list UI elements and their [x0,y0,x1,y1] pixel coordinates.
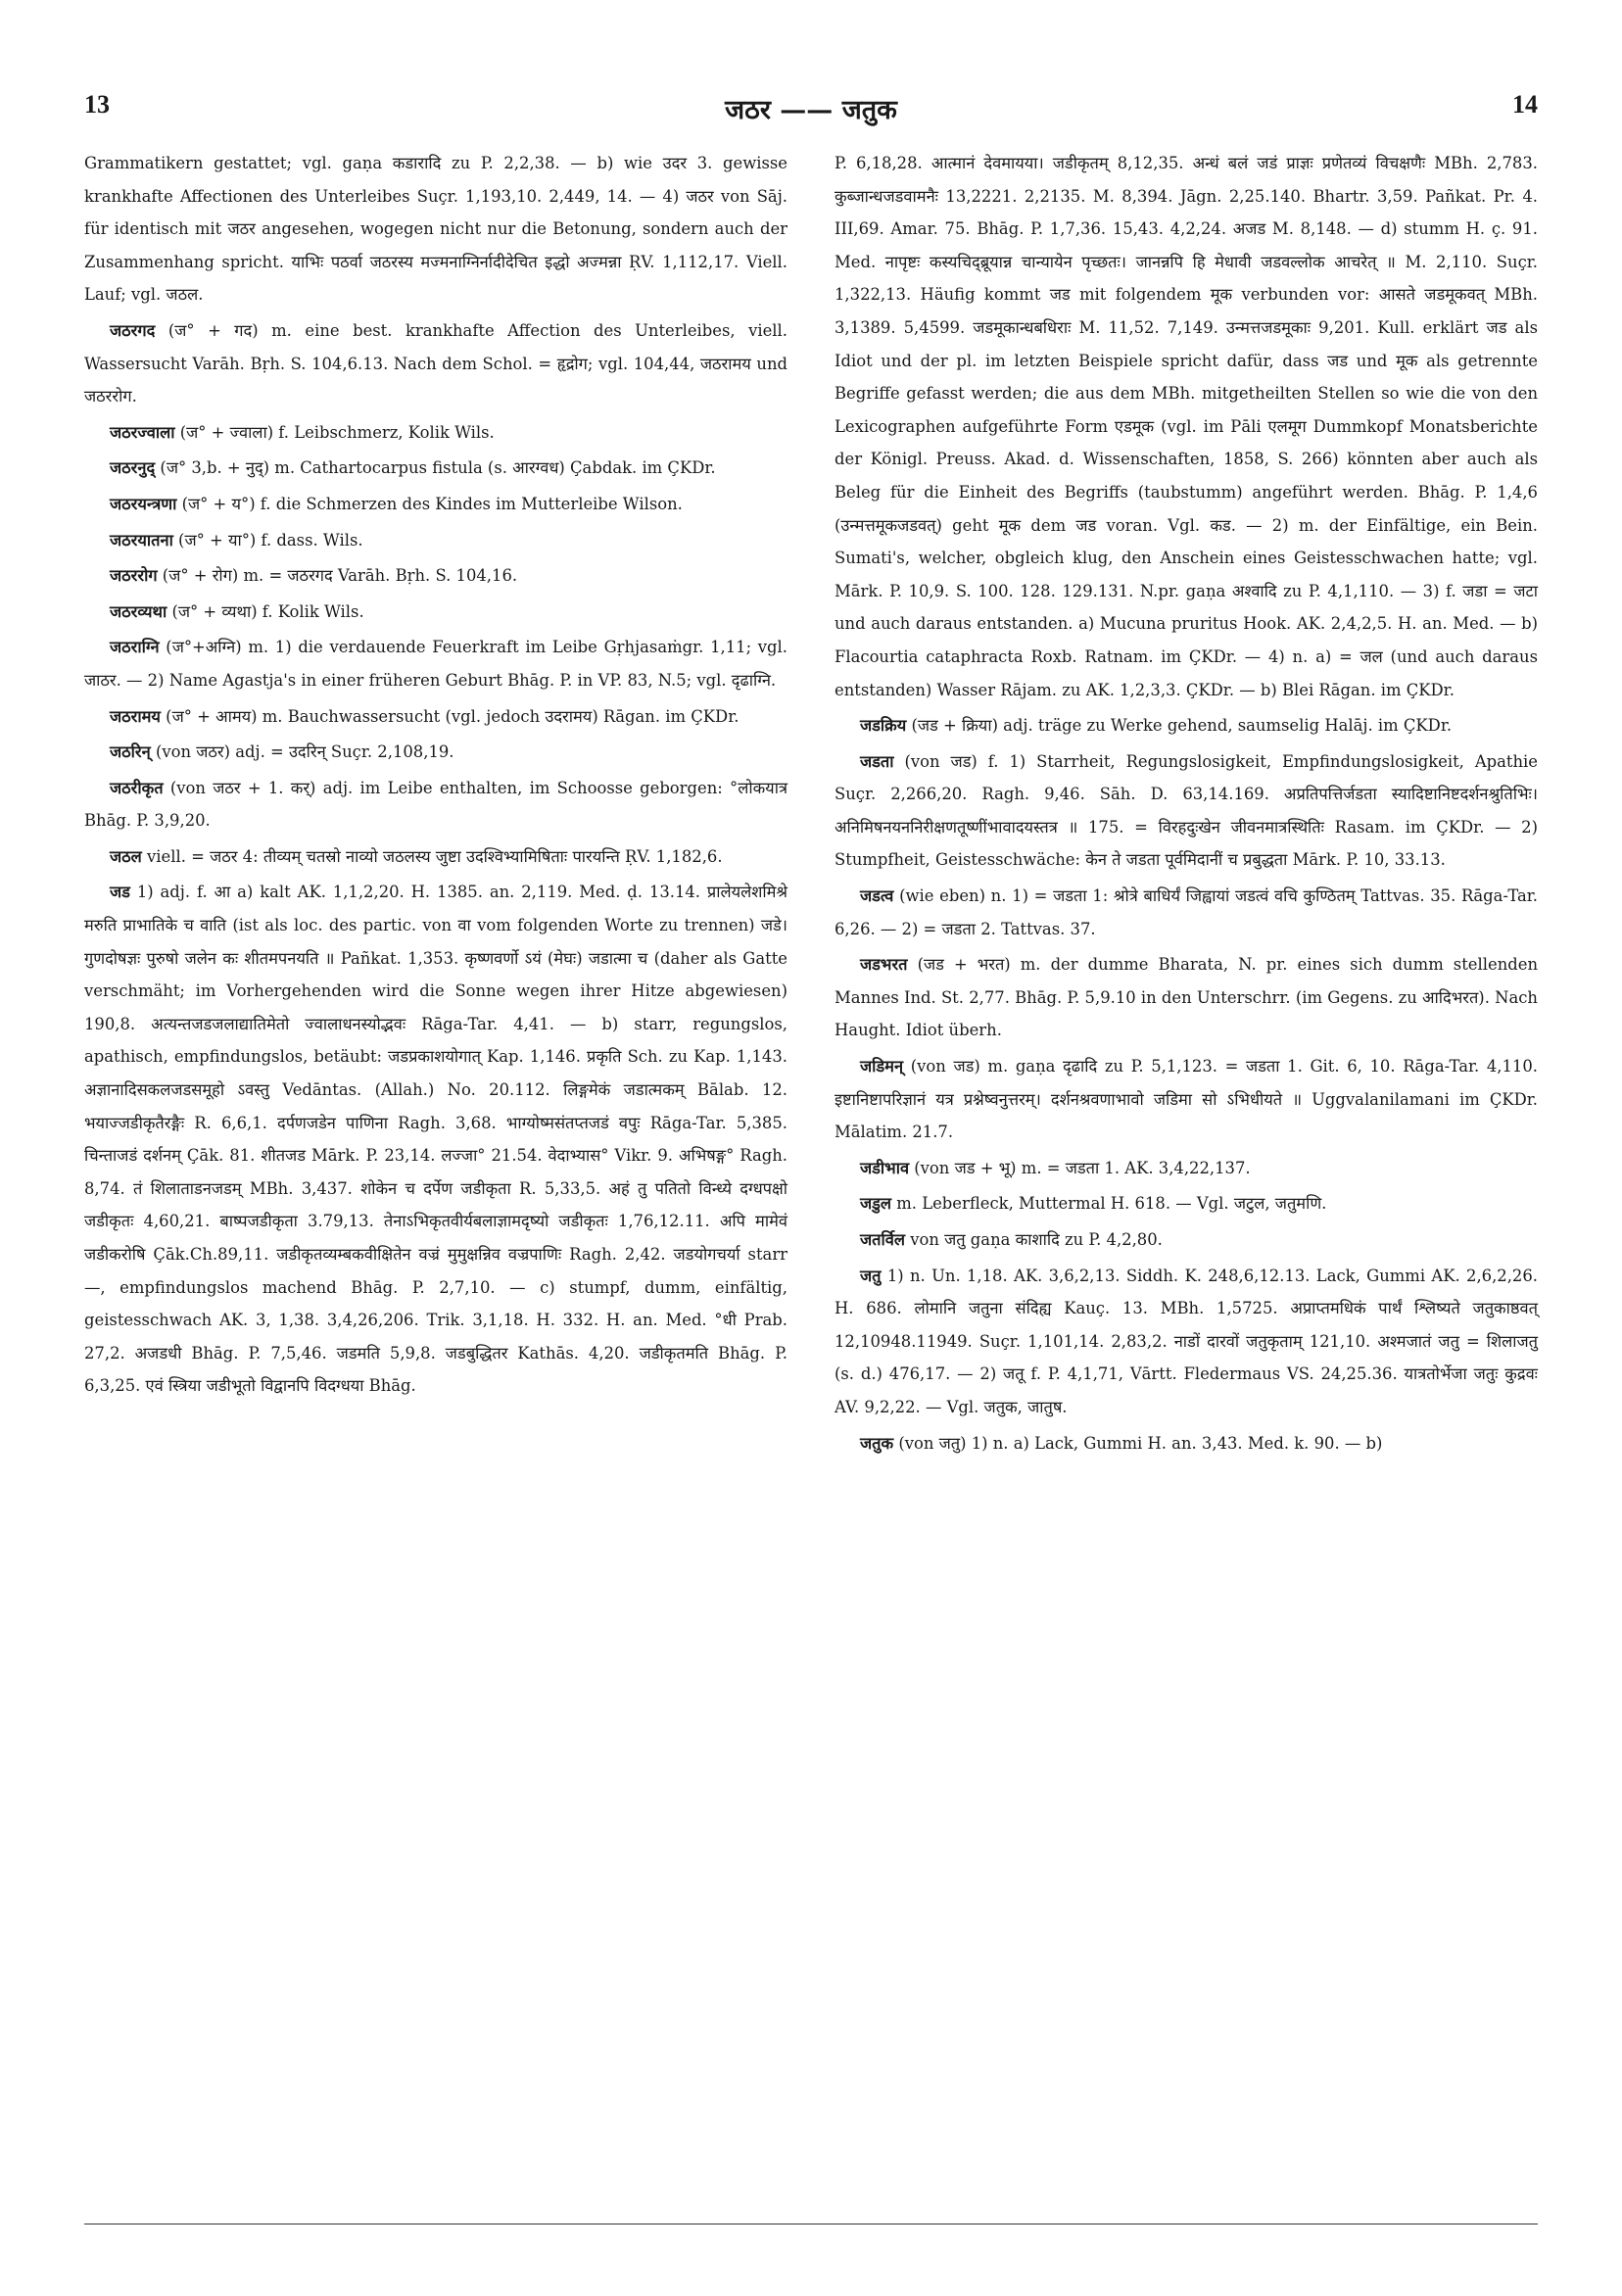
dictionary-entry [84,596,787,629]
entry-headword: जठरिन् [110,742,151,762]
right-column [835,147,1538,1459]
entry-headword: जठल [110,846,142,866]
entry-text: (ज° + या°) f. dass. Wils. [178,530,363,550]
dictionary-entry [84,700,787,734]
entry-continuation: Grammatikern gestattet; vgl. gaṇa कडारादि zu P. 2,2,38. — b) wie उदर 3. gewisse krankhafte Affectionen des Unterleibes Suçr. 1,193,10. 2,449, 14. — 4) जठर von Sāj. für identisch mit जठर angesehen, wogegen nicht nur die Betonung, sondern auch der Zusammenhang spricht. याभिः पठर्वा जठरस्य मज्मनाग्निर्नादीदेचित इद्धो अज्मन्ना ṚV. 1,112,17. Viell. Lauf; vgl. जठल. [84,154,787,305]
entry-headword: जठरनुद् [110,458,156,478]
entry-text: (von जठर) adj. = उदरिन् Suçr. 2,108,19. [155,742,454,762]
entry-text: (जड + क्रिया) adj. träge zu Werke gehend, saumselig Halāj. im ÇKDr. [911,716,1453,736]
entry-headword: जडिमन् [860,1057,904,1076]
entry-text: (wie eben) n. 1) = जडता 1: श्रोत्रे बाधिर्यं जिह्वायां जडत्वं वचि कुण्ठितम् Tattvas. 35. Rāga-Tar. 6,26. — 2) = जडता 2. Tattvas. 37. [835,886,1538,938]
page-header [84,90,1538,129]
entry-text: (von जड) f. 1) Starrheit, Regungslosigkeit, Empfindungslosigkeit, Apathie Suçr. 2,266,20. Ragh. 9,46. Sāh. D. 63,14.169. अप्रतिपत्तिर्जडता स्यादिष्टानिष्टदर्शनश्रुतिभिः। अनिमिषनयननिरीक्षणतूष्णींभावादयस्तत्र ॥ 175. = विरहदुःखेन जीवनमात्रस्थितिः Rasam. im ÇKDr. — 2) Stumpfheit, Geistesschwäche: केन ते जडता पूर्वमिदानीं च प्रबुद्धता Mārk. P. 10, 33.13. [835,751,1539,870]
entry-headword: जठरज्वाला [110,422,175,442]
entry-text: (von जड) m. gaṇa दृढादि zu P. 5,1,123. = जडता 1. Git. 6, 10. Rāga-Tar. 4,110. इष्टानिष्टापरिज्ञानं यत्र प्रश्नेष्वनुत्तरम्। दर्शनश्रवणाभावो जडिमा सो ऽभिधीयते ॥ Uggvalanilamani im ÇKDr. Mālatim. 21.7. [835,1057,1538,1142]
dictionary-entry [835,1187,1538,1220]
dictionary-entry [835,709,1538,742]
entry-headword: जठरव्यथा [110,601,167,621]
dictionary-entry [835,1223,1538,1257]
dictionary-entry [835,1427,1538,1460]
page-number-left: 13 [84,90,110,119]
dictionary-entry [84,314,787,413]
entry-headword: जडुल [860,1194,892,1214]
entry-headword: जड [110,883,130,902]
entry-text: (von जड + भू) m. = जडता 1. AK. 3,4,22,137. [914,1158,1251,1177]
dictionary-entry [835,1260,1538,1424]
dictionary-entry [84,772,787,837]
entry-headword: जठरगद [110,320,156,340]
entry-headword: जतुक [860,1433,894,1453]
running-title: जठर —— जतुक [725,95,897,125]
left-column [84,147,787,1403]
dictionary-entry [84,416,787,450]
entry-headword: जडक्रिय [860,716,907,736]
entry-text: (ज° + रोग) m. = जठरगद Varāh. Bṛh. S. 104,16. [162,566,518,586]
dictionary-entry [835,948,1538,1047]
entry-text: (जड + भरत) m. der dumme Bharata, N. pr. eines sich dumm stellenden Mannes Ind. St. 2,77. Bhāg. P. 5,9.10 in den Unterschrr. (im Gegens. zu आदिभरत). Nach Haught. Idiot überh. [835,955,1538,1040]
entry-text: (ज° + आमय) m. Bauchwassersucht (vgl. jedoch उदरामय) Rāgan. im ÇKDr. [166,706,739,726]
entry-headword: जठरीकृत [110,778,164,797]
entry-text: 1) adj. f. आ a) kalt AK. 1,1,2,20. H. 1385. an. 2,119. Med. ḍ. 13.14. प्रालेयलेशमिश्रे मरुति प्राभातिके च वाति (ist als loc. des partic. von वा vom folgenden Worte zu trennen) जडे। गुणदोषज्ञः पुरुषो जलेन कः शीतमपनयति ॥ Pañkat. 1,353. कृष्णवर्णो ऽयं (मेघः) जडात्मा च (daher als Gatte verschmäht; im Vorhergehenden wird die Sonne wegen ihrer Hitze abgewiesen) 190,8. अत्यन्तजडजलाद्यातिमेतो ज्वालाधनस्योद्भवः Rāga-Tar. 4,41. — b) starr, regungslos, apathisch, empfindungslos, betäubt: जडप्रकाशयोगात् Kap. 1,146. प्रकृति Sch. zu Kap. 1,143. अज्ञानादिसकलजडसमूहो ऽवस्तु Vedāntas. (Allah.) No. 20.112. लिङ्गमेकं जडात्मकम् Bālab. 12. भयाज्जडीकृतैरङ्गैः R. 6,6,1. दर्पणजडेन पाणिना Ragh. 3,68. भाग्योष्मसंतप्तजडं वपुः Rāga-Tar. 5,385. चिन्ताजडं दर्शनम् Çāk. 81. शीतजड Mārk. P. 23,14. लज्जा° 21.54. वेदाभ्यास° Vikr. 9. अभिषङ्ग° Ragh. 8,74. तं शिलाताडनजडम् MBh. 3,437. शोकेन च दर्पेण जडीकृता R. 5,33,5. अहं तु पतितो विन्ध्ये दग्धपक्षो जडीकृतः 4,60,21. बाष्पजडीकृता 3.79,13. तेनाऽभिकृतवीर्यबलाज्ञामदृष्यो जडीकृतः 1,76,12.11. अपि मामेवं जडीकरोषि Çāk.Ch.89,11. जडीकृतव्यम्बकवीक्षितेन वज्रं मुमुक्षन्निव वज्रपाणिः Ragh. 2,42. जडयोगचर्या starr —, empfindungslos machend Bhāg. P. 2,7,10. — c) stumpf, dumm, einfältig, geistesschwach AK. 3, 1,38. 3,4,26,206. Trik. 3,1,18. H. 332. H. an. Med. °धी Prab. 27,2. अजडधी Bhāg. P. 7,5,46. जडमति 5,9,8. जडबुद्धितर Kathās. 4,20. जडीकृतमति Bhāg. P. 6,3,25. एवं स्त्रिया जडीभूतो विद्वानपि विदग्धया Bhāg. [84,883,787,1396]
dictionary-entry [84,452,787,485]
entry-headword: जठरयातना [110,530,173,550]
entry-text: (von जतु) 1) n. a) Lack, Gummi H. an. 3,43. Med. k. 90. — b) [898,1433,1383,1453]
entry-headword: जडभरत [860,955,908,975]
entry-headword: जठरामय [110,706,161,726]
dictionary-entry [84,559,787,593]
entry-text: (ज°+अग्नि) m. 1) die verdauende Feuerkraft im Leibe Gṛhjasaṁgr. 1,11; vgl. जाठर. — 2) Name Agastja's in einer früheren Geburt Bhāg. P. in VP. 83, N.5; vgl. दृढाग्नि. [84,638,787,690]
entry-text: viell. = जठर 4: तीव्यम् चतस्रो नाव्यो जठलस्य जुष्टा उदश्विभ्यामिषिताः पारयन्ति ṚV. 1,182,6. [147,846,723,866]
entry-text: 1) n. Un. 1,18. AK. 3,6,2,13. Siddh. K. 248,6,12.13. Lack, Gummi AK. 2,6,2,26. H. 686. लोमानि जतुना संदिह्य Kauç. 13. MBh. 1,5725. अप्राप्तमधिकं पार्थं श्लिष्यते जतुकाष्ठवत् 12,10948.11949. Suçr. 1,101,14. 2,83,2. नाडों दारवों जतुकृताम् 121,10. अश्मजातं जतु = शिलाजतु (s. d.) 476,17. — 2) जतू f. P. 4,1,71, Vārtt. Fledermaus VS. 24,25.36. यात्रतोर्भेजा जतुः कुद्रवः AV. 9,2,22. — Vgl. जतुक, जातुष. [835,1266,1538,1416]
entry-headword: जठररोग [110,566,158,586]
entry-headword: जडता [860,751,894,771]
entry-text: von जतु gaṇa काशादि zu P. 4,2,80. [910,1230,1163,1249]
dictionary-entry [84,488,787,521]
entry-text: (ज° + ज्वाला) f. Leibschmerz, Kolik Wils. [179,422,495,442]
entry-headword: जतर्विल [860,1230,905,1249]
entry-text: (ज° + गद) m. eine best. krankhafte Affection des Unterleibes, viell. Wassersucht Varāh. Bṛh. S. 104,6.13. Nach dem Schol. = हृद्रोग; vgl. 104,44, जठरामय und जठररोग. [84,320,787,407]
dictionary-entry [84,840,787,874]
entry-text: (ज° + व्यथा) f. Kolik Wils. [171,601,364,621]
entry-continuation: P. 6,18,28. आत्मानं देवमायया। जडीकृतम् 8,12,35. अन्धं बलं जडं प्राज्ञः प्रणेतव्यं विचक्षणैः MBh. 2,783. कुब्जान्धजडवामनैः 13,2221. 2,2135. M. 8,394. Jāgn. 2,25.140. Bhartr. 3,59. Pañkat. Pr. 4. III,69. Amar. 75. Bhāg. P. 1,7,36. 15,43. 4,2,24. अजड M. 8,148. — d) stumm H. ç. 91. Med. नापृष्टः कस्यचिद्ब्रूयान्न चान्यायेन पृच्छतः। जानन्नपि हि मेधावी जडवल्लोक आचरेत् ॥ M. 2,110. Suçr. 1,322,13. Häufig kommt जड mit folgendem मूक verbunden vor: आसते जडमूकवत् MBh. 3,1389. 5,4599. जडमूकान्धबधिराः M. 11,52. 7,149. उन्मत्तजडमूकाः 9,201. Kull. erklärt जड als Idiot und der pl. im letzten Beispiele spricht dafür, dass जड und मूक als getrennte Begriffe gefasst werden; die aus dem MBh. mitgetheilten Stellen so wie die von den Lexicographen aufgeführte Form एडमूक (vgl. im Pāli एलमूग Dummkopf Monatsberichte der Königl. Preuss. Akad. d. Wissenschaften, 1858, S. 266) könnten aber auch als Beleg für die Einheit des Begriffs (taubstumm) angeführt werden. Bhāg. P. 1,4,6 (उन्मत्तमूकजडवत्) geht मूक dem जड voran. Vgl. कड. — 2) m. der Einfältige, ein Bein. Sumati's, welcher, obgleich klug, den Anschein eines Geistesschwachen hatte; vgl. Mārk. P. 10,9. S. 100. 128. 129.131. N.pr. gaṇa अश्वादि zu P. 4,1,110. — 3) f. जडा = जटा und auch daraus entstanden. a) Mucuna pruritus Hook. AK. 2,4,2,5. H. an. Med. — b) Flacourtia cataphracta Roxb. Ratnam. im ÇKDr. — 4) n. a) = जल (und auch daraus entstanden) Wasser Rājam. zu AK. 1,2,3,3. ÇKDr. — b) Blei Rāgan. im ÇKDr. [835,154,1538,699]
dictionary-entry [835,1050,1538,1149]
entry-headword: जठराग्नि [110,638,160,657]
entry-headword: जतु [860,1266,882,1285]
entry-text: (ज° 3,b. + नुद्) m. Cathartocarpus fistula (s. आरग्वध) Çabdak. im ÇKDr. [160,458,716,478]
entry-headword: जठरयन्त्रणा [110,494,177,513]
dictionary-entry [835,880,1538,945]
entry-headword: जडत्व [860,886,894,906]
page-number-right: 14 [1512,90,1538,119]
entry-text: (von जठर + 1. कर्) adj. im Leibe enthalten, im Schoosse geborgen: °लोकयात्र Bhāg. P. 3,9,20. [84,778,787,831]
dictionary-entry [84,736,787,769]
dictionary-entry [84,876,787,1403]
dictionary-entry [835,1152,1538,1185]
entry-text: (ज° + य°) f. die Schmerzen des Kindes im Mutterleibe Wilson. [181,494,683,513]
dictionary-entry [84,524,787,557]
entry-text: m. Leberfleck, Muttermal H. 618. — Vgl. जटुल, जतुमणि. [896,1194,1327,1214]
dictionary-entry [84,631,787,696]
entry-headword: जडीभाव [860,1158,910,1177]
dictionary-entry [835,745,1538,877]
